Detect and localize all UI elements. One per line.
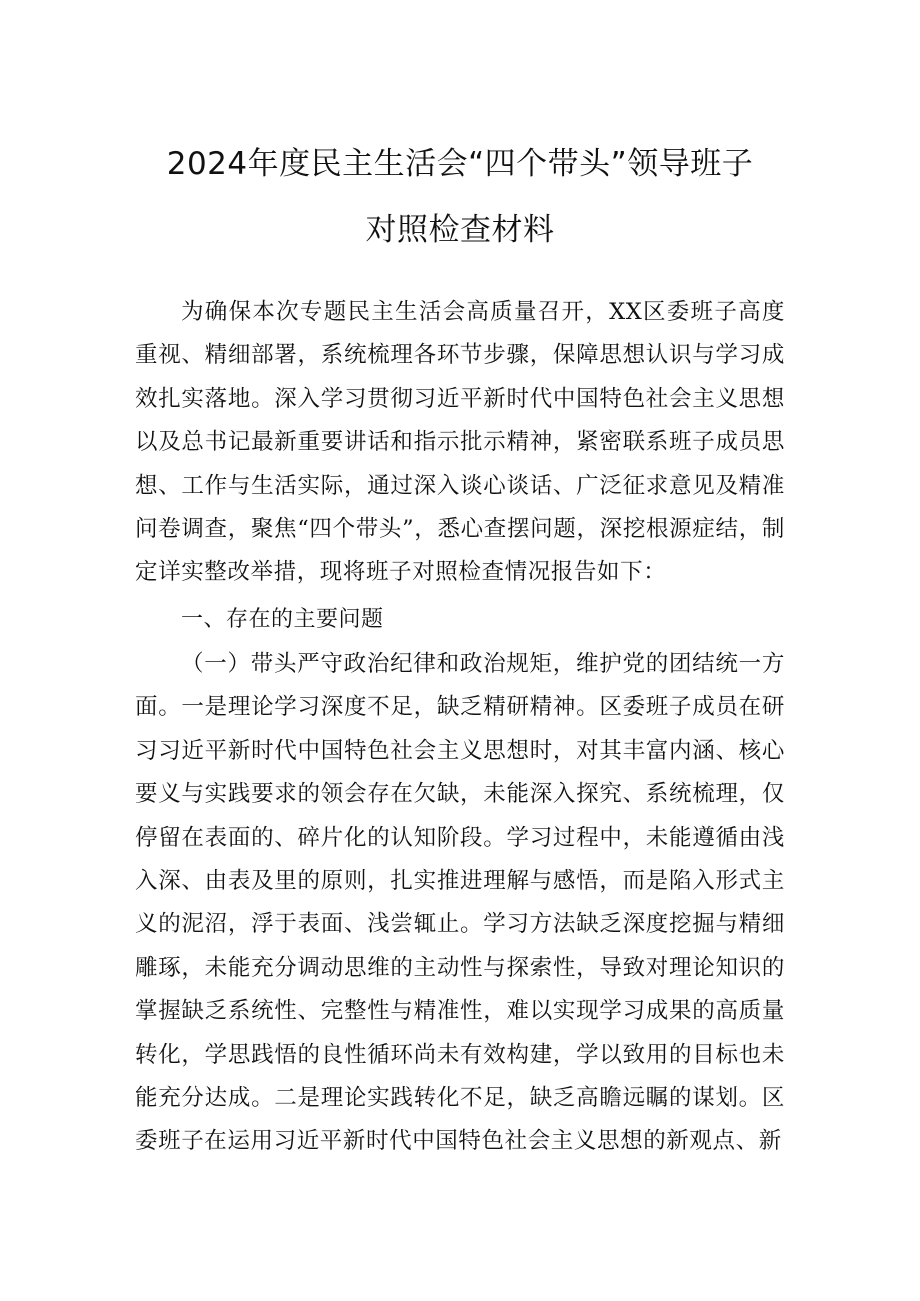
document-title-line-2: 对照检查材料 bbox=[365, 212, 555, 248]
section-heading: 一、存在的主要问题 bbox=[181, 607, 384, 632]
intro-paragraph: 为确保本次专题民主生活会高质量召开，XX区委班子高度重视、精细部署，系统梳理各环节步骤，保障思想认识与学习成效扎实落地。深入学习贯彻习近平新时代中国特色社会主义思想以及总书记最新重要讲话和指示批示精神，紧密联系班子成员思想、工作与生活实际，通过深入谈心谈话、广泛征求意见及精准问卷调查，聚焦“四个带头”，悉心查摆问题，深挖根源症结，制定详实整改举措，现将班子对照检查情况报告如下： bbox=[135, 299, 785, 586]
document-title-line-1: 2024年度民主生活会“四个带头”领导班子 bbox=[166, 146, 754, 182]
section-paragraph: （一）带头严守政治纪律和政治规矩，维护党的团结统一方面。一是理论学习深度不足，缺乏精研精神。区委班子成员在研习习近平新时代中国特色社会主义思想时，对其丰富内涵、核心要义与实践要求的领会存在欠缺，未能深入探究、系统梳理，仅停留在表面的、碎片化的认知阶段。学习过程中，未能遵循由浅入深、由表及里的原则，扎实推进理解与感悟，而是陷入形式主义的泥沼，浮于表面、浅尝辄止。学习方法缺乏深度挖掘与精细雕琢，未能充分调动思维的主动性与探索性，导致对理论知识的掌握缺乏系统性、完整性与精准性，难以实现学习成果的高质量转化，学思践悟的良性循环尚未有效构建，学以致用的目标也未能充分达成。二是理论实践转化不足，缺乏高瞻远瞩的谋划。区委班子在运用习近平新时代中国特色社会主义思想的新观点、新 bbox=[135, 651, 785, 1155]
